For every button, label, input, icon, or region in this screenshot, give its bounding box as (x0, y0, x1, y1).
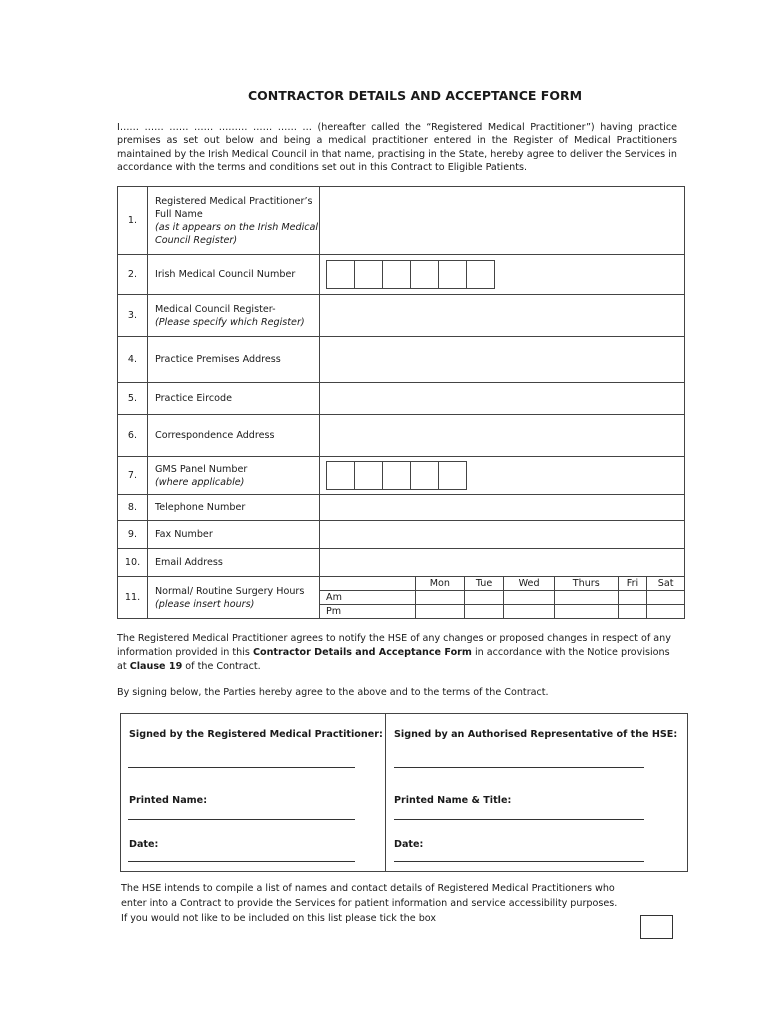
row-number: 1. (118, 187, 148, 255)
rmp-signature-label: Signed by the Registered Medical Practitioner: (129, 729, 383, 740)
notice-text: The Registered Medical Practitioner agrees to notify the HSE of any changes or proposed changes in respect of any information provided in this (117, 633, 671, 658)
pm-label: Pm (320, 605, 416, 619)
practice-address-field[interactable] (320, 337, 685, 383)
day-header: Thurs (554, 577, 618, 591)
row-number: 7. (118, 457, 148, 495)
row-label (148, 187, 320, 255)
row-number: 10. (118, 549, 148, 577)
notice-text: in accordance with the Notice provisions at (117, 647, 670, 672)
row-label-text: GMS Panel Number (155, 463, 248, 475)
surgery-hours-cell (320, 577, 685, 619)
footer-line: The HSE intends to compile a list of names and contact details of Registered Medical Practitioners who (121, 883, 615, 894)
row-label: Fax Number (148, 521, 320, 549)
row-label-note: (as it appears on the Irish Medical Council Register) (155, 221, 319, 246)
signature-box (120, 713, 688, 872)
digit-box[interactable] (382, 260, 411, 289)
digit-box[interactable] (354, 260, 383, 289)
rmp-date-label: Date: (129, 839, 159, 850)
row-label-note: (please insert hours) (155, 598, 255, 610)
hours-corner (320, 577, 416, 591)
row-label (148, 295, 320, 337)
hours-input[interactable] (416, 605, 465, 619)
hours-input[interactable] (554, 591, 618, 605)
table-row (118, 495, 685, 521)
digit-box[interactable] (410, 260, 439, 289)
form-title: CONTRACTOR DETAILS AND ACCEPTANCE FORM (247, 88, 583, 103)
signature-divider (385, 714, 386, 871)
notice-text: of the Contract. (182, 661, 261, 672)
hours-input[interactable] (554, 605, 618, 619)
hse-date-line[interactable] (394, 861, 644, 862)
hse-signature-label: Signed by an Authorised Representative of the HSE: (394, 729, 678, 740)
table-row (118, 255, 685, 295)
row-label-note: (where applicable) (155, 476, 245, 488)
row-label: Correspondence Address (148, 415, 320, 457)
day-header: Wed (504, 577, 554, 591)
agreement-text: By signing below, the Parties hereby agree to the above and to the terms of the Contract. (117, 687, 549, 698)
row-label: Practice Eircode (148, 383, 320, 415)
gms-panel-field (320, 457, 685, 495)
table-row (118, 457, 685, 495)
hse-date-label: Date: (394, 839, 424, 850)
digit-box[interactable] (326, 461, 355, 490)
day-header: Tue (464, 577, 504, 591)
row-label (148, 457, 320, 495)
correspondence-address-field[interactable] (320, 415, 685, 457)
row-label-text: Medical Council Register- (155, 303, 276, 315)
hse-printed-name-line[interactable] (394, 819, 644, 820)
row-label: Irish Medical Council Number (148, 255, 320, 295)
table-row (118, 549, 685, 577)
row-number: 8. (118, 495, 148, 521)
row-number: 9. (118, 521, 148, 549)
digit-box[interactable] (438, 461, 467, 490)
medical-council-number-field (320, 255, 685, 295)
hours-input[interactable] (464, 591, 504, 605)
rmp-printed-name-label: Printed Name: (129, 795, 208, 806)
details-table (117, 186, 685, 619)
table-row (118, 383, 685, 415)
digit-box[interactable] (326, 260, 355, 289)
rmp-signature-line[interactable] (128, 767, 355, 768)
notice-form-name: Contractor Details and Acceptance Form (252, 647, 472, 658)
hours-input[interactable] (618, 591, 646, 605)
fax-field[interactable] (320, 521, 685, 549)
opt-out-checkbox[interactable] (640, 915, 673, 939)
row-number: 5. (118, 383, 148, 415)
table-row (118, 295, 685, 337)
surgery-hours-table (320, 577, 684, 618)
digit-box[interactable] (354, 461, 383, 490)
row-number: 11. (118, 577, 148, 619)
hours-input[interactable] (504, 591, 554, 605)
table-row (118, 187, 685, 255)
digit-boxes (326, 461, 684, 490)
table-row (118, 415, 685, 457)
digit-boxes (326, 260, 684, 289)
notice-paragraph (117, 632, 677, 674)
digit-box[interactable] (466, 260, 495, 289)
day-header: Sat (647, 577, 684, 591)
row-label: Email Address (148, 549, 320, 577)
row-number: 6. (118, 415, 148, 457)
row-label-text: Normal/ Routine Surgery Hours (155, 585, 305, 597)
footer-line: enter into a Contract to provide the Services for patient information and service accessibility purposes. (121, 898, 618, 909)
table-row (118, 521, 685, 549)
hours-input[interactable] (504, 605, 554, 619)
intro-paragraph: I…… …… …… …… ……… …… …… … (hereafter called the “Registered Medical Practitioner”) having practice premises as set out below and being a medical practitioner entered in the Register of Medical Practitioners maintained by the Irish Medical Council in that name, practising in the State, hereby agree to deliver the Services in accordance with the terms and conditions set out in this Contract to Eligible Patients. (117, 122, 677, 174)
email-field[interactable] (320, 549, 685, 577)
row-label-note: (Please specify which Register) (155, 316, 305, 328)
row-label (148, 577, 320, 619)
digit-box[interactable] (382, 461, 411, 490)
register-field[interactable] (320, 295, 685, 337)
row-label: Practice Premises Address (148, 337, 320, 383)
hse-printed-name-label: Printed Name & Title: (394, 795, 512, 806)
rmp-date-line[interactable] (128, 861, 355, 862)
full-name-field[interactable] (320, 187, 685, 255)
row-number: 3. (118, 295, 148, 337)
row-number: 4. (118, 337, 148, 383)
footer-notice (121, 881, 641, 926)
am-label: Am (320, 591, 416, 605)
day-header: Fri (618, 577, 646, 591)
hours-input[interactable] (618, 605, 646, 619)
day-header: Mon (416, 577, 465, 591)
table-row (118, 577, 685, 619)
hours-input[interactable] (416, 591, 465, 605)
row-number: 2. (118, 255, 148, 295)
hours-input[interactable] (647, 605, 684, 619)
digit-box[interactable] (438, 260, 467, 289)
notice-clause: Clause 19 (129, 661, 183, 672)
row-label: Telephone Number (148, 495, 320, 521)
eircode-field[interactable] (320, 383, 685, 415)
footer-line: If you would not like to be included on this list please tick the box (121, 913, 437, 924)
digit-box[interactable] (410, 461, 439, 490)
rmp-printed-name-line[interactable] (128, 819, 355, 820)
hse-signature-line[interactable] (394, 767, 644, 768)
hours-input[interactable] (647, 591, 684, 605)
table-row (118, 337, 685, 383)
hours-input[interactable] (464, 605, 504, 619)
row-label-text: Registered Medical Practitioner’s Full Name (155, 195, 313, 220)
telephone-field[interactable] (320, 495, 685, 521)
